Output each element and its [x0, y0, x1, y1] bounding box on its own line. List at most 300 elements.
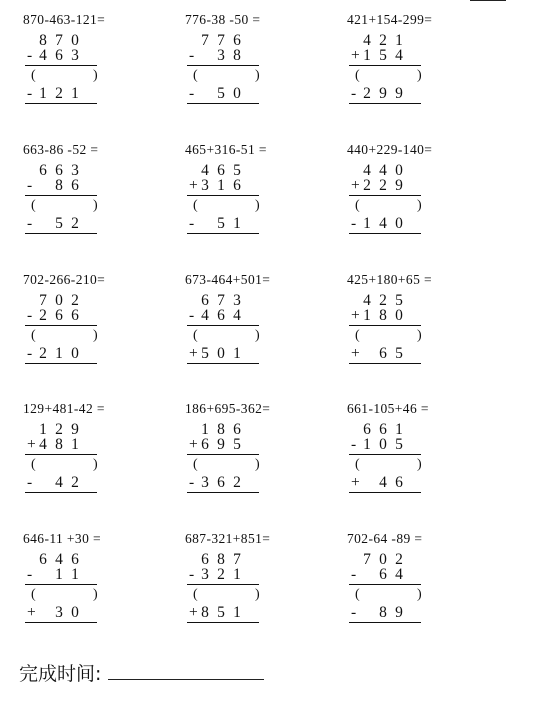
digit: 6: [379, 421, 387, 438]
underline-first-step: [349, 65, 421, 66]
digit: 4: [363, 32, 371, 49]
operator-sign: -: [27, 566, 33, 583]
underline-second-step: [25, 363, 97, 364]
underline-second-step: [349, 622, 421, 623]
digit: 1: [363, 436, 371, 453]
underline-second-step: [349, 233, 421, 234]
underline-first-step: [187, 195, 259, 196]
digit: 7: [217, 292, 225, 309]
underline-second-step: [25, 492, 97, 493]
digit: 1: [71, 566, 79, 583]
second-operand: [23, 437, 103, 453]
underline-first-step: [25, 454, 97, 455]
underline-first-step: [25, 65, 97, 66]
digit: 2: [71, 292, 79, 309]
digit: 6: [379, 566, 387, 583]
problem-7: [23, 272, 183, 384]
close-paren: ): [255, 457, 260, 472]
underline-first-step: [25, 584, 97, 585]
digit: 1: [233, 566, 241, 583]
digit: 5: [217, 85, 225, 102]
problem-12: [347, 401, 507, 513]
digit: 3: [201, 474, 209, 491]
digit: 1: [395, 32, 403, 49]
digit: 6: [39, 551, 47, 568]
close-paren: ): [255, 587, 260, 602]
operator-sign: -: [189, 85, 195, 102]
digit: 4: [395, 566, 403, 583]
open-paren: (: [193, 68, 198, 83]
operator-sign: -: [27, 474, 33, 491]
digit: 9: [379, 85, 387, 102]
third-operand: [23, 475, 103, 491]
open-paren: (: [31, 328, 36, 343]
digit: 9: [395, 85, 403, 102]
digit: 1: [363, 307, 371, 324]
operator-sign: +: [351, 474, 360, 491]
digit: 3: [201, 566, 209, 583]
digit: 1: [71, 436, 79, 453]
digit: 4: [233, 307, 241, 324]
second-operand: [23, 567, 103, 583]
digit: 0: [71, 604, 79, 621]
digit: 2: [71, 215, 79, 232]
close-paren: ): [417, 457, 422, 472]
digit: 8: [379, 307, 387, 324]
underline-first-step: [187, 584, 259, 585]
operator-sign: -: [189, 307, 195, 324]
digit: 6: [233, 421, 241, 438]
digit: 2: [71, 474, 79, 491]
intermediate-answer-blank[interactable]: [41, 328, 89, 344]
operator-sign: -: [351, 85, 357, 102]
operator-sign: -: [27, 85, 33, 102]
operator-sign: +: [351, 307, 360, 324]
first-operand: [347, 552, 427, 568]
third-operand: [185, 605, 265, 621]
digit: 1: [55, 566, 63, 583]
first-operand: [185, 293, 265, 309]
third-operand: [23, 86, 103, 102]
digit: 6: [71, 307, 79, 324]
underline-first-step: [349, 325, 421, 326]
digit: 7: [233, 551, 241, 568]
digit: 6: [217, 474, 225, 491]
third-operand: [347, 475, 427, 491]
digit: 2: [379, 292, 387, 309]
intermediate-answer-blank[interactable]: [365, 457, 413, 473]
operator-sign: +: [189, 436, 198, 453]
intermediate-answer-blank[interactable]: [41, 587, 89, 603]
digit: 3: [217, 47, 225, 64]
open-paren: (: [31, 198, 36, 213]
digit: 7: [217, 32, 225, 49]
second-operand: [23, 48, 103, 64]
digit: 5: [395, 436, 403, 453]
operator-sign: -: [351, 604, 357, 621]
digit: 6: [55, 47, 63, 64]
underline-first-step: [349, 584, 421, 585]
operator-sign: +: [351, 177, 360, 194]
intermediate-answer-blank[interactable]: [365, 328, 413, 344]
digit: 6: [217, 307, 225, 324]
digit: 2: [395, 551, 403, 568]
problem-expression: 425+180+65 =: [347, 272, 433, 287]
intermediate-answer-blank[interactable]: [41, 198, 89, 214]
digit: 5: [379, 47, 387, 64]
problem-expression: 702-64 -89 =: [347, 531, 423, 546]
digit: 0: [395, 162, 403, 179]
problem-expression: 186+695-362=: [185, 401, 271, 416]
open-paren: (: [355, 587, 360, 602]
digit: 2: [39, 307, 47, 324]
first-operand: [185, 552, 265, 568]
second-operand: [23, 308, 103, 324]
digit: 0: [233, 85, 241, 102]
problem-expression: 776-38 -50 =: [185, 12, 261, 27]
underline-second-step: [187, 103, 259, 104]
first-operand: [23, 293, 103, 309]
problem-15: [347, 531, 507, 643]
underline-second-step: [349, 492, 421, 493]
operator-sign: +: [189, 177, 198, 194]
close-paren: ): [93, 587, 98, 602]
digit: 3: [71, 47, 79, 64]
operator-sign: -: [189, 215, 195, 232]
underline-first-step: [187, 65, 259, 66]
digit: 1: [217, 177, 225, 194]
close-paren: ): [93, 198, 98, 213]
digit: 8: [55, 436, 63, 453]
close-paren: ): [93, 68, 98, 83]
operator-sign: +: [189, 345, 198, 362]
digit: 8: [55, 177, 63, 194]
digit: 2: [363, 177, 371, 194]
third-operand: [23, 216, 103, 232]
digit: 1: [39, 421, 47, 438]
digit: 0: [71, 32, 79, 49]
underline-second-step: [187, 622, 259, 623]
digit: 6: [379, 345, 387, 362]
operator-sign: -: [351, 436, 357, 453]
open-paren: (: [193, 328, 198, 343]
digit: 4: [379, 215, 387, 232]
digit: 9: [217, 436, 225, 453]
digit: 2: [217, 566, 225, 583]
digit: 1: [395, 421, 403, 438]
first-operand: [23, 163, 103, 179]
digit: 2: [39, 345, 47, 362]
digit: 7: [55, 32, 63, 49]
digit: 4: [201, 307, 209, 324]
digit: 6: [201, 551, 209, 568]
problem-expression: 465+316-51 =: [185, 142, 267, 157]
open-paren: (: [355, 198, 360, 213]
second-operand: [185, 48, 265, 64]
operator-sign: -: [351, 215, 357, 232]
operator-sign: -: [27, 215, 33, 232]
close-paren: ): [417, 587, 422, 602]
digit: 8: [233, 47, 241, 64]
underline-first-step: [349, 195, 421, 196]
problem-6: [347, 142, 507, 254]
problem-9: [347, 272, 507, 384]
intermediate-answer-blank[interactable]: [365, 68, 413, 84]
first-operand: [23, 33, 103, 49]
problem-expression: 440+229-140=: [347, 142, 433, 157]
third-operand: [347, 216, 427, 232]
underline-first-step: [349, 454, 421, 455]
digit: 1: [39, 85, 47, 102]
underline-first-step: [187, 325, 259, 326]
digit: 9: [395, 604, 403, 621]
intermediate-answer-blank[interactable]: [203, 68, 251, 84]
underline-first-step: [25, 325, 97, 326]
operator-sign: +: [27, 436, 36, 453]
third-operand: [185, 346, 265, 362]
digit: 6: [201, 292, 209, 309]
digit: 9: [71, 421, 79, 438]
digit: 4: [39, 47, 47, 64]
operator-sign: -: [27, 47, 33, 64]
second-operand: [347, 48, 427, 64]
digit: 4: [379, 474, 387, 491]
intermediate-answer-blank[interactable]: [203, 328, 251, 344]
intermediate-answer-blank[interactable]: [41, 457, 89, 473]
digit: 0: [395, 307, 403, 324]
third-operand: [23, 605, 103, 621]
operator-sign: -: [27, 177, 33, 194]
problem-expression: 663-86 -52 =: [23, 142, 99, 157]
operator-sign: -: [351, 566, 357, 583]
problem-13: [23, 531, 183, 643]
open-paren: (: [31, 587, 36, 602]
operator-sign: -: [189, 566, 195, 583]
problem-expression: 702-266-210=: [23, 272, 106, 287]
digit: 7: [201, 32, 209, 49]
digit: 6: [71, 177, 79, 194]
digit: 6: [71, 551, 79, 568]
problem-3: [347, 12, 507, 124]
operator-sign: +: [189, 604, 198, 621]
problem-expression: 129+481-42 =: [23, 401, 105, 416]
digit: 8: [217, 421, 225, 438]
third-operand: [185, 86, 265, 102]
digit: 1: [363, 47, 371, 64]
digit: 2: [233, 474, 241, 491]
digit: 2: [55, 421, 63, 438]
digit: 6: [395, 474, 403, 491]
digit: 5: [233, 436, 241, 453]
digit: 1: [233, 604, 241, 621]
top-edge-line: [470, 0, 506, 1]
problem-expression: 421+154-299=: [347, 12, 433, 27]
underline-first-step: [25, 195, 97, 196]
open-paren: (: [355, 328, 360, 343]
digit: 7: [363, 551, 371, 568]
digit: 4: [363, 292, 371, 309]
digit: 5: [55, 215, 63, 232]
second-operand: [185, 308, 265, 324]
third-operand: [347, 605, 427, 621]
underline-second-step: [25, 233, 97, 234]
second-operand: [347, 567, 427, 583]
digit: 8: [217, 551, 225, 568]
completion-time-blank[interactable]: [108, 679, 264, 680]
second-operand: [185, 178, 265, 194]
underline-first-step: [187, 454, 259, 455]
digit: 6: [39, 162, 47, 179]
digit: 1: [233, 215, 241, 232]
third-operand: [185, 475, 265, 491]
digit: 1: [71, 85, 79, 102]
close-paren: ): [255, 68, 260, 83]
open-paren: (: [355, 457, 360, 472]
digit: 1: [201, 421, 209, 438]
problem-10: [23, 401, 183, 513]
operator-sign: +: [27, 604, 36, 621]
digit: 2: [379, 32, 387, 49]
digit: 3: [71, 162, 79, 179]
intermediate-answer-blank[interactable]: [203, 587, 251, 603]
completion-time-label: 完成时间:: [19, 663, 102, 685]
digit: 6: [363, 421, 371, 438]
underline-second-step: [187, 492, 259, 493]
digit: 6: [233, 32, 241, 49]
digit: 4: [395, 47, 403, 64]
close-paren: ): [417, 68, 422, 83]
digit: 4: [39, 436, 47, 453]
close-paren: ): [417, 198, 422, 213]
intermediate-answer-blank[interactable]: [41, 68, 89, 84]
digit: 1: [233, 345, 241, 362]
second-operand: [185, 567, 265, 583]
digit: 5: [395, 292, 403, 309]
intermediate-answer-blank[interactable]: [365, 587, 413, 603]
first-operand: [185, 33, 265, 49]
digit: 6: [217, 162, 225, 179]
problem-4: [23, 142, 183, 254]
second-operand: [185, 437, 265, 453]
problem-expression: 687-321+851=: [185, 531, 271, 546]
third-operand: [185, 216, 265, 232]
open-paren: (: [355, 68, 360, 83]
underline-second-step: [187, 363, 259, 364]
close-paren: ): [255, 198, 260, 213]
operator-sign: -: [27, 307, 33, 324]
digit: 5: [217, 604, 225, 621]
digit: 3: [201, 177, 209, 194]
problem-expression: 870-463-121=: [23, 12, 106, 27]
problem-expression: 673-464+501=: [185, 272, 271, 287]
digit: 0: [379, 436, 387, 453]
second-operand: [347, 437, 427, 453]
operator-sign: +: [351, 47, 360, 64]
close-paren: ): [93, 328, 98, 343]
digit: 1: [363, 215, 371, 232]
problem-14: [185, 531, 345, 643]
digit: 6: [55, 162, 63, 179]
problem-expression: 646-11 +30 =: [23, 531, 102, 546]
digit: 2: [379, 177, 387, 194]
intermediate-answer-blank[interactable]: [203, 198, 251, 214]
intermediate-answer-blank[interactable]: [203, 457, 251, 473]
digit: 3: [55, 604, 63, 621]
open-paren: (: [193, 198, 198, 213]
problem-8: [185, 272, 345, 384]
second-operand: [347, 308, 427, 324]
digit: 4: [201, 162, 209, 179]
digit: 4: [363, 162, 371, 179]
digit: 5: [395, 345, 403, 362]
digit: 8: [39, 32, 47, 49]
underline-second-step: [187, 233, 259, 234]
digit: 2: [55, 85, 63, 102]
digit: 0: [379, 551, 387, 568]
underline-second-step: [349, 363, 421, 364]
problem-5: [185, 142, 345, 254]
digit: 0: [55, 292, 63, 309]
digit: 6: [201, 436, 209, 453]
digit: 3: [233, 292, 241, 309]
digit: 9: [395, 177, 403, 194]
underline-second-step: [349, 103, 421, 104]
digit: 5: [233, 162, 241, 179]
open-paren: (: [31, 457, 36, 472]
open-paren: (: [193, 457, 198, 472]
problem-1: [23, 12, 183, 124]
problem-2: [185, 12, 345, 124]
operator-sign: -: [189, 47, 195, 64]
digit: 0: [71, 345, 79, 362]
problem-expression: 661-105+46 =: [347, 401, 429, 416]
open-paren: (: [31, 68, 36, 83]
digit: 2: [363, 85, 371, 102]
digit: 4: [379, 162, 387, 179]
close-paren: ): [417, 328, 422, 343]
digit: 7: [39, 292, 47, 309]
operator-sign: -: [27, 345, 33, 362]
underline-second-step: [25, 622, 97, 623]
first-operand: [23, 552, 103, 568]
second-operand: [23, 178, 103, 194]
digit: 0: [395, 215, 403, 232]
second-operand: [347, 178, 427, 194]
digit: 6: [55, 307, 63, 324]
digit: 8: [201, 604, 209, 621]
digit: 0: [217, 345, 225, 362]
first-operand: [347, 422, 427, 438]
digit: 6: [233, 177, 241, 194]
operator-sign: +: [351, 345, 360, 362]
third-operand: [347, 346, 427, 362]
digit: 1: [55, 345, 63, 362]
digit: 4: [55, 551, 63, 568]
third-operand: [23, 346, 103, 362]
digit: 5: [201, 345, 209, 362]
digit: 5: [217, 215, 225, 232]
intermediate-answer-blank[interactable]: [365, 198, 413, 214]
open-paren: (: [193, 587, 198, 602]
problem-11: [185, 401, 345, 513]
operator-sign: -: [189, 474, 195, 491]
underline-second-step: [25, 103, 97, 104]
digit: 8: [379, 604, 387, 621]
close-paren: ): [255, 328, 260, 343]
third-operand: [347, 86, 427, 102]
close-paren: ): [93, 457, 98, 472]
digit: 4: [55, 474, 63, 491]
